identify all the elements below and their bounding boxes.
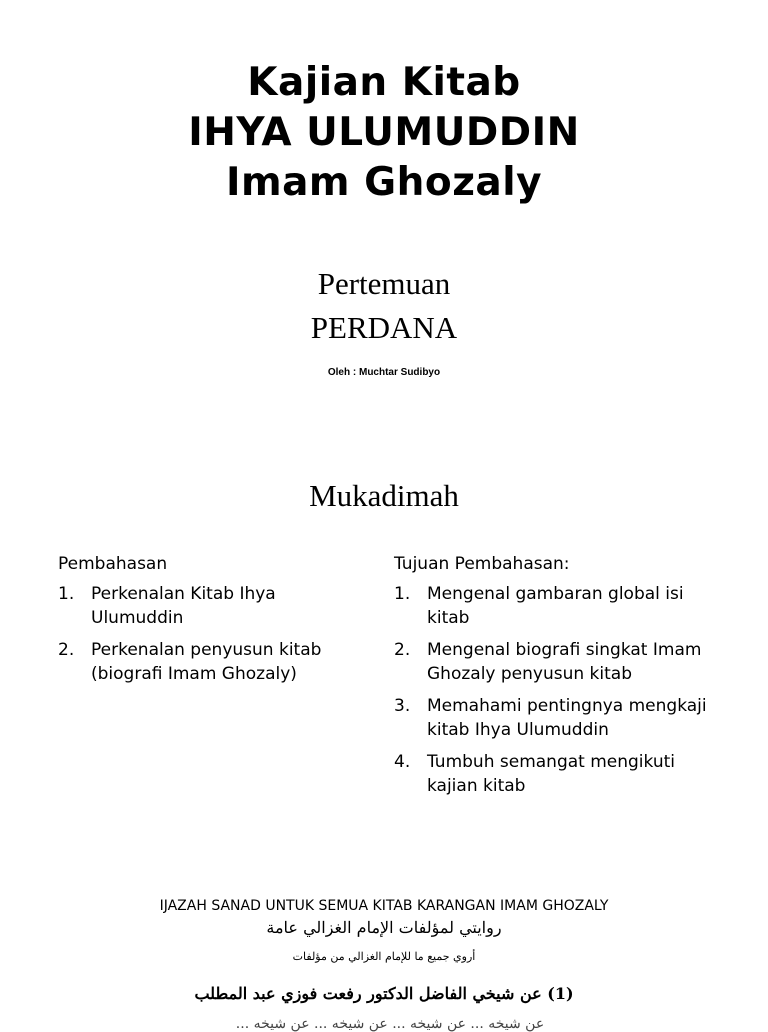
list-item-text: Mengenal biografi singkat Imam Ghozaly penyusun kitab — [427, 640, 702, 684]
arabic-line-2: أروي جميع ما للإمام الغزالي من مؤلفات — [292, 950, 476, 963]
ijazah-heading: IJAZAH SANAD UNTUK SEMUA KITAB KARANGAN IMAM GHOZALY — [159, 898, 609, 914]
section-heading: Mukadimah — [309, 478, 459, 513]
title-line-2: IHYA ULUMUDDIN — [188, 110, 580, 155]
list-item — [394, 750, 724, 798]
discussion-heading: Pembahasan — [58, 554, 168, 574]
list-item — [394, 638, 724, 686]
list-item-text: Tumbuh semangat mengikuti kajian kitab — [427, 752, 676, 796]
list-number: 3. — [394, 696, 411, 716]
subtitle-line-1: Pertemuan — [317, 266, 451, 301]
list-number: 2. — [394, 640, 411, 660]
list-item-text: Mengenal gambaran global isi kitab — [427, 584, 684, 628]
arabic-line-3: (1) عن شيخي الفاضل الدكتور رفعت فوزي عبد المطلب — [194, 984, 574, 1003]
list-item — [394, 694, 724, 742]
list-number: 4. — [394, 752, 411, 772]
title-line-3: Imam Ghozaly — [225, 160, 543, 205]
title-block — [0, 58, 768, 208]
list-item-text: Perkenalan Kitab Ihya Ulumuddin — [91, 584, 276, 628]
list-item — [58, 582, 358, 630]
author-credit: Oleh : Muchtar Sudibyo — [327, 367, 441, 378]
goals-column — [394, 552, 724, 806]
subtitle-block — [0, 262, 768, 350]
goals-list — [394, 582, 724, 798]
list-item-text: Memahami pentingnya mengkaji kitab Ihya Ulumuddin — [427, 696, 707, 740]
list-number: 1. — [394, 584, 411, 604]
list-number: 2. — [58, 640, 75, 660]
goals-heading: Tujuan Pembahasan: — [394, 554, 570, 574]
list-number: 1. — [58, 584, 75, 604]
arabic-line-4: عن شيخه ... عن شيخه ... عن شيخه ... عن شيخه ... — [235, 1016, 545, 1032]
discussion-list — [58, 582, 358, 686]
subtitle-line-2: PERDANA — [310, 310, 458, 345]
list-item — [394, 582, 724, 630]
list-item-text: Perkenalan penyusun kitab (biografi Imam Ghozaly) — [91, 640, 322, 684]
list-item — [58, 638, 358, 686]
title-line-1: Kajian Kitab — [247, 60, 521, 105]
arabic-line-1: روايتي لمؤلفات الإمام الغزالي عامة — [266, 918, 502, 937]
discussion-column — [58, 552, 358, 694]
